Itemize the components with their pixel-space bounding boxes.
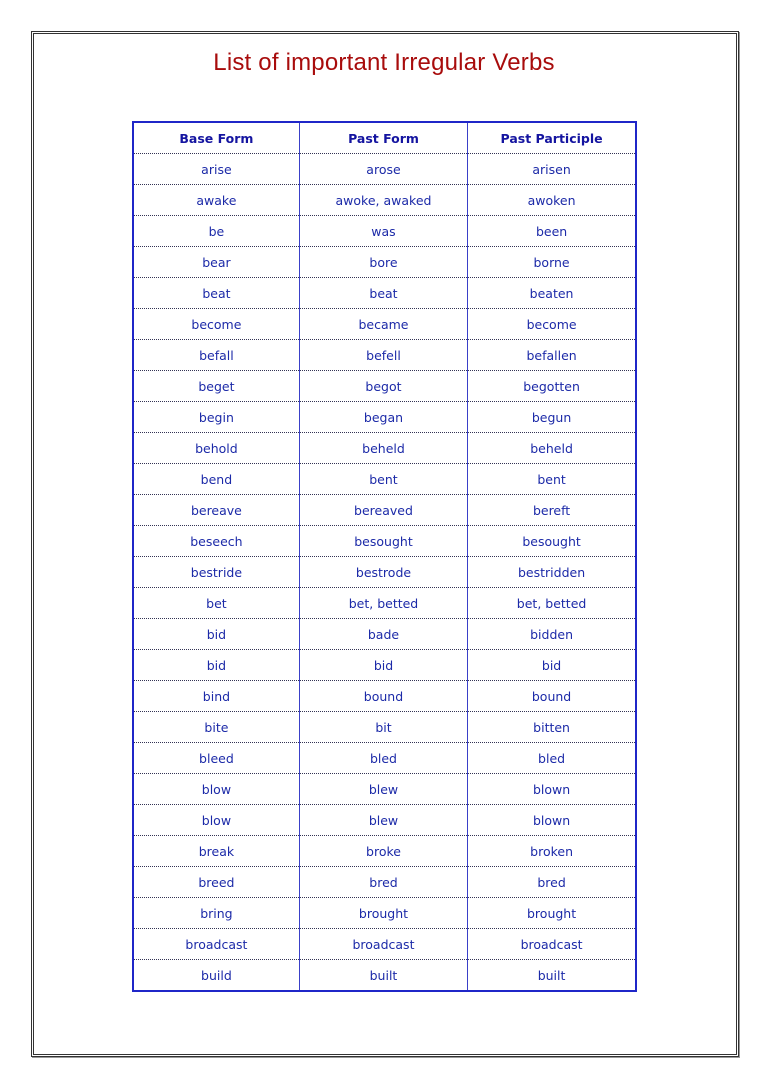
table-row <box>133 898 636 929</box>
table-row <box>133 650 636 681</box>
cell-past-form: bred <box>299 867 467 898</box>
cell-past-participle: beheld <box>468 433 636 464</box>
cell-base-form: awake <box>133 185 299 216</box>
table-row <box>133 185 636 216</box>
cell-past-form: blew <box>299 805 467 836</box>
cell-past-form: bet, betted <box>299 588 467 619</box>
cell-past-participle: bred <box>468 867 636 898</box>
cell-past-participle: broken <box>468 836 636 867</box>
cell-past-form: broke <box>299 836 467 867</box>
cell-past-form: broadcast <box>299 929 467 960</box>
table-row <box>133 247 636 278</box>
table-row <box>133 774 636 805</box>
table-row <box>133 371 636 402</box>
header-past-form: Past Form <box>299 122 467 154</box>
table-row <box>133 712 636 743</box>
cell-past-form: began <box>299 402 467 433</box>
table-row <box>133 929 636 960</box>
table-row <box>133 154 636 185</box>
cell-past-form: besought <box>299 526 467 557</box>
cell-past-participle: bound <box>468 681 636 712</box>
cell-past-form: built <box>299 960 467 992</box>
cell-past-form: brought <box>299 898 467 929</box>
cell-past-form: bereaved <box>299 495 467 526</box>
cell-past-participle: become <box>468 309 636 340</box>
cell-past-form: bore <box>299 247 467 278</box>
cell-past-participle: broadcast <box>468 929 636 960</box>
cell-past-form: bestrode <box>299 557 467 588</box>
table-row <box>133 340 636 371</box>
table-row <box>133 743 636 774</box>
cell-past-participle: bled <box>468 743 636 774</box>
header-base-form: Base Form <box>133 122 299 154</box>
table-row <box>133 402 636 433</box>
cell-past-participle: bereft <box>468 495 636 526</box>
table-row <box>133 836 636 867</box>
cell-past-participle: arisen <box>468 154 636 185</box>
cell-past-participle: built <box>468 960 636 992</box>
cell-past-participle: bitten <box>468 712 636 743</box>
cell-base-form: bid <box>133 650 299 681</box>
cell-past-participle: bidden <box>468 619 636 650</box>
cell-past-participle: borne <box>468 247 636 278</box>
cell-past-form: begot <box>299 371 467 402</box>
table-row <box>133 464 636 495</box>
cell-base-form: bind <box>133 681 299 712</box>
table-row <box>133 867 636 898</box>
cell-past-participle: begun <box>468 402 636 433</box>
cell-past-form: became <box>299 309 467 340</box>
table-row <box>133 216 636 247</box>
cell-base-form: be <box>133 216 299 247</box>
cell-past-participle: bestridden <box>468 557 636 588</box>
cell-past-participle: been <box>468 216 636 247</box>
table-row <box>133 619 636 650</box>
cell-past-form: beat <box>299 278 467 309</box>
cell-past-participle: bid <box>468 650 636 681</box>
cell-base-form: bid <box>133 619 299 650</box>
cell-past-participle: befallen <box>468 340 636 371</box>
cell-base-form: broadcast <box>133 929 299 960</box>
cell-base-form: breed <box>133 867 299 898</box>
cell-base-form: bear <box>133 247 299 278</box>
cell-base-form: bet <box>133 588 299 619</box>
cell-past-form: arose <box>299 154 467 185</box>
cell-past-form: befell <box>299 340 467 371</box>
cell-past-participle: awoken <box>468 185 636 216</box>
cell-base-form: blow <box>133 805 299 836</box>
cell-base-form: bereave <box>133 495 299 526</box>
cell-past-form: was <box>299 216 467 247</box>
header-past-participle: Past Participle <box>468 122 636 154</box>
cell-base-form: become <box>133 309 299 340</box>
table-row <box>133 960 636 992</box>
cell-past-form: bade <box>299 619 467 650</box>
cell-past-form: bent <box>299 464 467 495</box>
cell-past-participle: besought <box>468 526 636 557</box>
cell-base-form: blow <box>133 774 299 805</box>
cell-past-participle: bet, betted <box>468 588 636 619</box>
table-row <box>133 805 636 836</box>
cell-base-form: build <box>133 960 299 992</box>
cell-base-form: arise <box>133 154 299 185</box>
cell-base-form: beget <box>133 371 299 402</box>
table-row <box>133 278 636 309</box>
cell-past-form: awoke, awaked <box>299 185 467 216</box>
cell-base-form: bestride <box>133 557 299 588</box>
cell-base-form: bend <box>133 464 299 495</box>
irregular-verbs-table <box>132 121 637 992</box>
cell-base-form: bring <box>133 898 299 929</box>
cell-past-form: bound <box>299 681 467 712</box>
cell-past-form: bled <box>299 743 467 774</box>
table-row <box>133 495 636 526</box>
cell-past-form: blew <box>299 774 467 805</box>
cell-base-form: bleed <box>133 743 299 774</box>
cell-base-form: beseech <box>133 526 299 557</box>
cell-past-participle: bent <box>468 464 636 495</box>
cell-past-participle: blown <box>468 774 636 805</box>
table-row <box>133 588 636 619</box>
cell-past-participle: beaten <box>468 278 636 309</box>
cell-base-form: befall <box>133 340 299 371</box>
table-row <box>133 526 636 557</box>
cell-past-form: bid <box>299 650 467 681</box>
cell-base-form: bite <box>133 712 299 743</box>
cell-past-participle: begotten <box>468 371 636 402</box>
cell-past-form: beheld <box>299 433 467 464</box>
table-header-row <box>133 122 636 154</box>
cell-base-form: break <box>133 836 299 867</box>
table-body <box>133 154 636 992</box>
cell-past-participle: brought <box>468 898 636 929</box>
table-row <box>133 681 636 712</box>
table-row <box>133 557 636 588</box>
table-row <box>133 309 636 340</box>
cell-past-participle: blown <box>468 805 636 836</box>
cell-base-form: begin <box>133 402 299 433</box>
cell-base-form: behold <box>133 433 299 464</box>
cell-base-form: beat <box>133 278 299 309</box>
page-title: List of important Irregular Verbs <box>213 49 555 76</box>
table-row <box>133 433 636 464</box>
cell-past-form: bit <box>299 712 467 743</box>
